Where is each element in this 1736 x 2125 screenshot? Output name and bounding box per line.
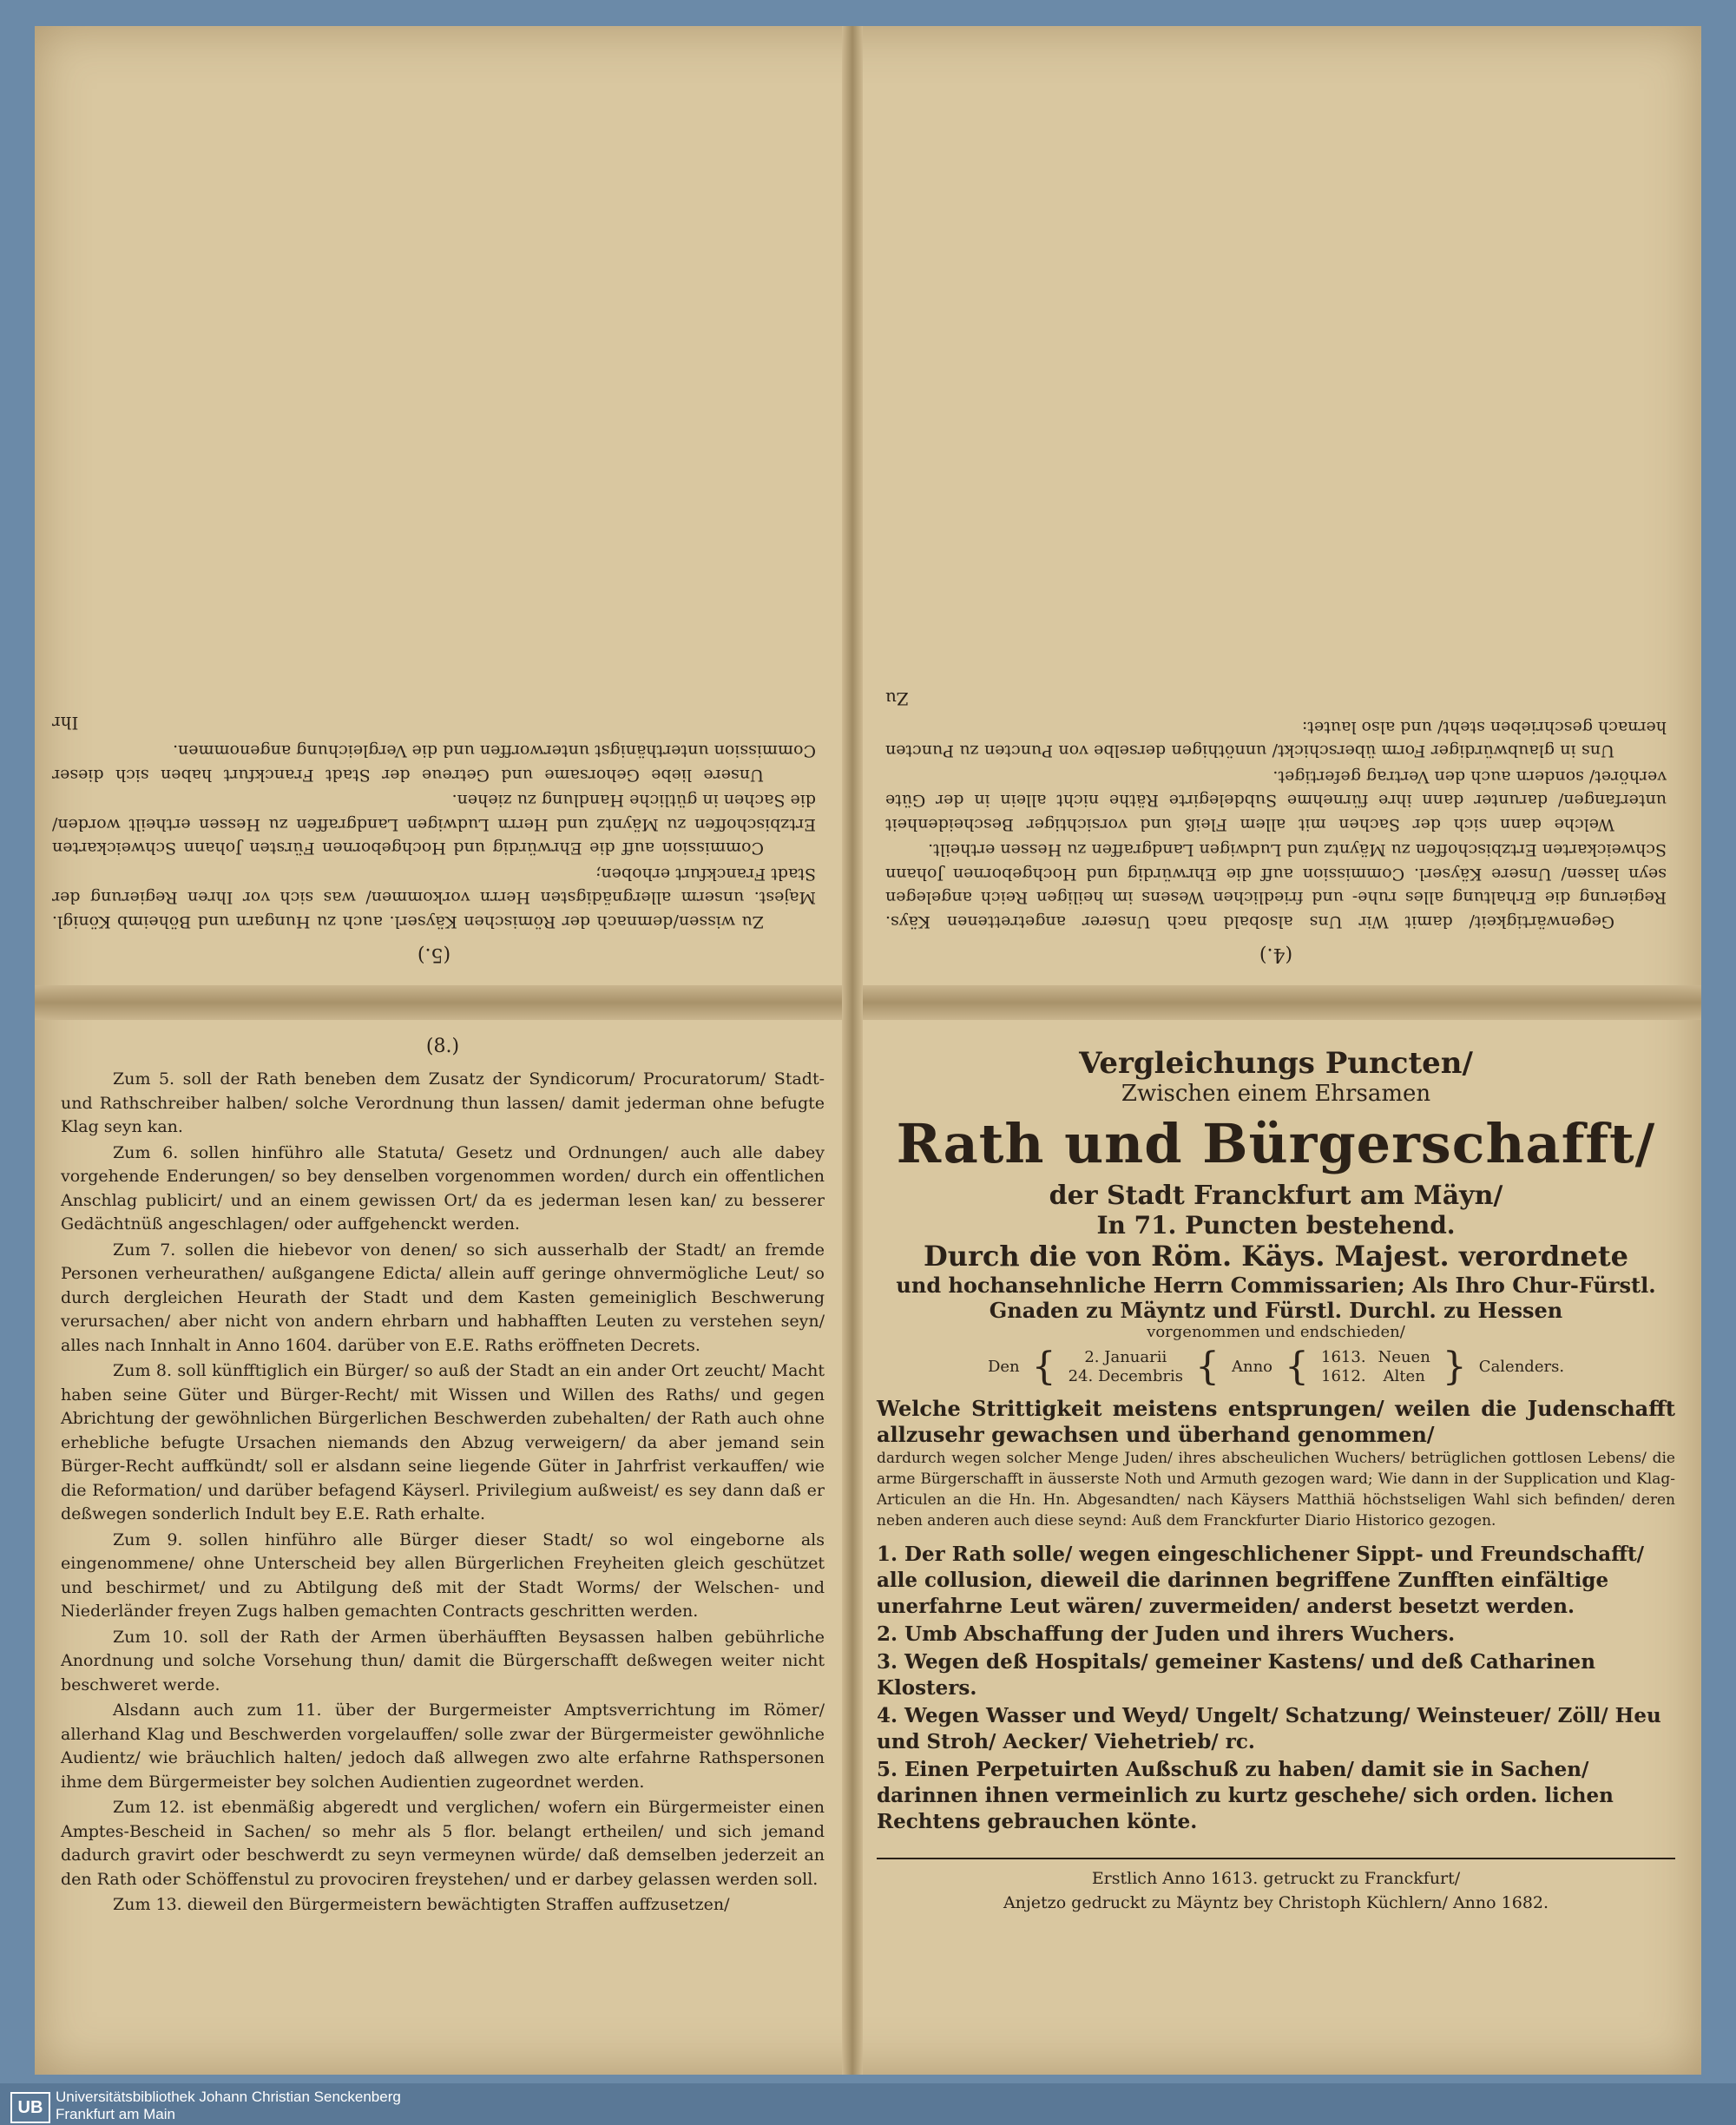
paragraph: Zum 13. dieweil den Bürgermeistern bewächtigten Straffen auffzusetzen/ [113, 1895, 730, 1914]
main-title: Rath und Bürgerschafft/ [896, 1112, 1656, 1175]
brace-icon: { [1031, 1345, 1056, 1389]
library-name [56, 2089, 401, 2123]
date-calenders: Calenders. [1478, 1358, 1565, 1376]
paragraph: Uns in glaubwürdiger Form überschickt/ unnöthigen derselbe von Puncten zu Puncten hernach geschrieben steht/ und also lautet: [885, 718, 1667, 761]
paragraph: Zum 8. soll künfftiglich ein Bürger/ so auß der Stadt an ein ander Ort zeucht/ Macht haben seine Güter und Bürger-Recht/ mit Wissen und Willen des Raths/ und gegen Abrichtung der gewöhnlichen Bürgerlichen Beschwerden zubehalten/ der Rath auch ohne erhebliche befugte Ursachen niemands den Abzug verweigern/ da aber jemand sein Bürger-Recht auffkündt/ soll er alsdann seine liegende Güter in Jahrfrist verkauffen/ wie die Reformation/ und darüber befagend Käyserl. Privilegium außweist/ es sey dann daß er deßwegen sonderlich Indult bey E.E. Rath erhalte. [61, 1361, 825, 1523]
paragraph: Zum 6. sollen hinführo alle Statuta/ Gesetz und Ordnungen/ auch alle dabey vorgehende Enderungen/ so bey denselben vorgenommen worden/ durch ein offentlichen Anschlag publicirt/ und an einem gewissen Ort/ da es jederman lesen kan/ zu besserer Gedächtnüß angeschlagen/ oder auffgehenckt werden. [61, 1142, 825, 1234]
catchword: Zu [885, 688, 909, 710]
date-days [1069, 1348, 1183, 1386]
date-day: 2. Januarii [1084, 1347, 1167, 1366]
list-item: 4. Wegen Wasser und Weyd/ Ungelt/ Schatzung/ Weinsteuer/ Zöll/ Heu und Stroh/ Aecker/ Viehetrieb/ rc. [877, 1704, 1661, 1753]
title-page [877, 1029, 1675, 2027]
page-number: (8.) [425, 1036, 460, 1057]
intro-text: Welche Strittigkeit meistens entsprungen/ weilen die Judenschafft allzusehr gewachsen und überhand genommen/ [877, 1396, 1675, 1447]
date-anno: Anno [1231, 1358, 1273, 1376]
library-name-line: Universitätsbibliothek Johann Christian Senckenberg [56, 2089, 401, 2105]
brace-icon: { [1285, 1345, 1310, 1389]
date-day: 24. Decembris [1068, 1366, 1183, 1385]
page-top-left [52, 52, 816, 972]
title-line: Durch die von Röm. Käys. Majest. verordnete [924, 1240, 1628, 1273]
date-calendars [1378, 1348, 1430, 1386]
title-line: Zwischen einem Ehrsamen [1121, 1081, 1431, 1107]
imprint [877, 1858, 1675, 1915]
paragraph: Zum 7. sollen die hiebevor von denen/ so sich ausserhalb der Stadt/ an fremde Personen verheurathen/ außgangene Edicta/ allein auff geringe ohnvermögliche Leut/ so durch dergleichen Heurath der Stadt und dem Kasten gemeiniglich Beschwerung verursachen/ aber nicht von andern ehrbarn und habhafften Leuten zu verstehen seyn/ alles nach Innhalt in Anno 1604. darüber von E.E. Raths eröffneten Decrets. [61, 1240, 825, 1355]
paragraph: Zum 10. soll der Rath der Armen überhäufften Beysassen halben gebührliche Anordnung und solche Vorsehung thun/ damit die Bürgerschafft deßwegen weiter nicht beschweret werde. [61, 1627, 825, 1694]
date-year: 1613. [1321, 1347, 1366, 1366]
paragraph: Zum 9. sollen hinführo alle Bürger dieser Stadt/ so wol eingeborne als eingenommene/ ohne Unterscheid bey allen Bürgerlichen Freyheiten gleich geschützet und beschirmet/ und zu Abtilgung deß mit der Stadt Worms/ der Welschen- und Niederländer freyen Zugs halben gemachten Contracts geschritten werden. [61, 1530, 825, 1621]
paragraph: Zum 5. soll der Rath beneben dem Zusatz der Syndicorum/ Procuratorum/ Stadt- und Rathschreiber halben/ solche Verordnung thun lassen/ damit jederman ohne befugte Klag seyn kan. [61, 1069, 825, 1136]
title-block [877, 1046, 1675, 1389]
horizontal-fold [35, 985, 1701, 1020]
list-item: 1. Der Rath solle/ wegen eingeschlichener Sippt- und Freundschafft/ alle collusion, dieweil die darinnen begriffene Zunfften einfältige unerfahrne Leut wären/ zuvermeiden/ anderst besetzt werden. [877, 1543, 1645, 1618]
list-item: 3. Wegen deß Hospitals/ gemeiner Kastens/ und deß Catharinen Klosters. [877, 1650, 1595, 1700]
list-item: 2. Umb Abschaffung der Juden und ihrers Wuchers. [877, 1622, 1456, 1646]
date-years [1321, 1348, 1366, 1386]
page-number: (5.) [417, 944, 451, 965]
page-top-right [885, 52, 1667, 972]
brace-icon: } [1442, 1345, 1467, 1389]
vertical-fold [842, 26, 863, 2075]
library-logo: UB [10, 2092, 50, 2123]
paragraph: Zum 12. ist ebenmäßig abgeredt und verglichen/ wofern ein Bürgermeister einen Amptes-Bescheid in Sachen/ so mehr als 5 flor. belangt ertheilen/ und sich jemand dadurch gravirt oder beschwerdt zu seyn vermeynen würde/ daß demselben jederzeit an den Rath oder Schöffenstul zu provociren freystehen/ und er darbey gelassen werden soll. [61, 1798, 825, 1889]
intro-small-text: dardurch wegen solcher Menge Juden/ ihres abscheulichen Wuchers/ betrüglichen gottlosen Lebens/ die arme Bürgerschafft in äusserste Noth und Armuth gezogen ward; Wie dann in der Supplication und Klag-Articulen an die Hn. Hn. Abgesandten/ nach Käysers Matthiä höchstseligen Wahl sich befinden/ deren neben anderen auch diese seynd: Auß dem Franckfurter Diario Historico gezogen. [877, 1450, 1675, 1530]
page-number: (4.) [1259, 944, 1293, 965]
title-line: In 71. Puncten bestehend. [1096, 1211, 1456, 1240]
paragraph: Welche dann sich der Sachen mit allem Fleiß und vorsichtiger Bescheidenheit unterfangen/ darunter dann ihre fürnehme Subdelegirte Räthe nicht allein in der Güte verhöret/ sondern auch den Vertrag gefertiget. [885, 767, 1667, 834]
page-body [885, 715, 1667, 934]
library-city-line: Frankfurt am Main [56, 2106, 175, 2122]
imprint-line: Anjetzo gedruckt zu Mäyntz bey Christoph Küchlern/ Anno 1682. [1003, 1893, 1549, 1912]
page-body [61, 1068, 825, 1918]
paragraph: Commission auff die Ehrwürdig und Hochgebornen Fürsten Johann Schweickarten Ertzbischoffen zu Mäyntz und Herrn Ludwigen Landgraffen zu Hessen ertheilt worden/ die Sachen in gütliche Handlung zu ziehen. [52, 791, 816, 859]
date-calendar: Neuen [1378, 1347, 1430, 1366]
paragraph: Gegenwärtigkeit/ damit Wir Uns alsobald nach Unserer angetrettenen Käys. Regierung die Erhaltung alles ruhe- und friedlichen Wesens im heiligen Reich angelegen seyn lassen/ Unsere Käyserl. Commission auff die Ehrwürdig und Hochgebornen Johann Schweickarten Ertzbischoffen zu Mäyntz und Ludwigen Landgraffen zu Hessen ertheilt. [885, 840, 1667, 931]
date-den: Den [987, 1358, 1020, 1376]
dates-line [877, 1345, 1675, 1389]
brace-icon: { [1194, 1345, 1220, 1389]
list-item: 5. Einen Perpetuirten Außschuß zu haben/ damit sie in Sachen/ darinnen ihnen vermeinlich zu kurtz geschehe/ sich orden. lichen Rechtens gebrauchen könte. [877, 1758, 1614, 1833]
imprint-line: Erstlich Anno 1613. getruckt zu Franckfurt/ [1091, 1869, 1461, 1888]
title-line: und hochansehnliche Herrn Commissarien; Als Ihro Chur-Fürstl. Gnaden zu Mäyntz und Fürstl. Durchl. zu Hessen [896, 1273, 1656, 1323]
points-list [877, 1542, 1675, 1835]
title-line: Vergleichungs Puncten/ [1079, 1046, 1473, 1081]
page-body [52, 739, 816, 933]
paragraph: Zu wissen/demnach der Römischen Käyserl. auch zu Hungarn und Böheimb Königl. Majest. unserm allergnädigsten Herrn vorkommen/ was sich vor Ihren Regierung der Stadt Franckfurt erhoben; [52, 865, 816, 931]
title-line: der Stadt Franckfurt am Mäyn/ [1049, 1181, 1503, 1211]
paragraph: Unsere liebe Gehorsame und Getreue der Stadt Franckfurt haben sich dieser Commission unterthänigst unterworffen und die Vergleichung angenommen. [52, 741, 816, 785]
paragraph: Alsdann auch zum 11. über der Burgermeister Amptsverrichtung im Römer/ allerhand Klag und Beschwerden vorgelauffen/ solle zwar der Bürgermeister gewöhnliche Audientz/ wie bräuchlich halten/ jedoch daß allwegen zwo alte erfahrne Rathspersonen ihme dem Bürgermeister bey solchen Audientien zugeordnet werden. [61, 1701, 825, 1792]
title-line: vorgenommen und endschieden/ [1147, 1323, 1405, 1341]
date-year: 1612. [1321, 1366, 1366, 1385]
catchword: Ihr [52, 713, 79, 734]
date-calendar: Alten [1383, 1366, 1425, 1385]
page-bottom-left [61, 1029, 825, 2027]
